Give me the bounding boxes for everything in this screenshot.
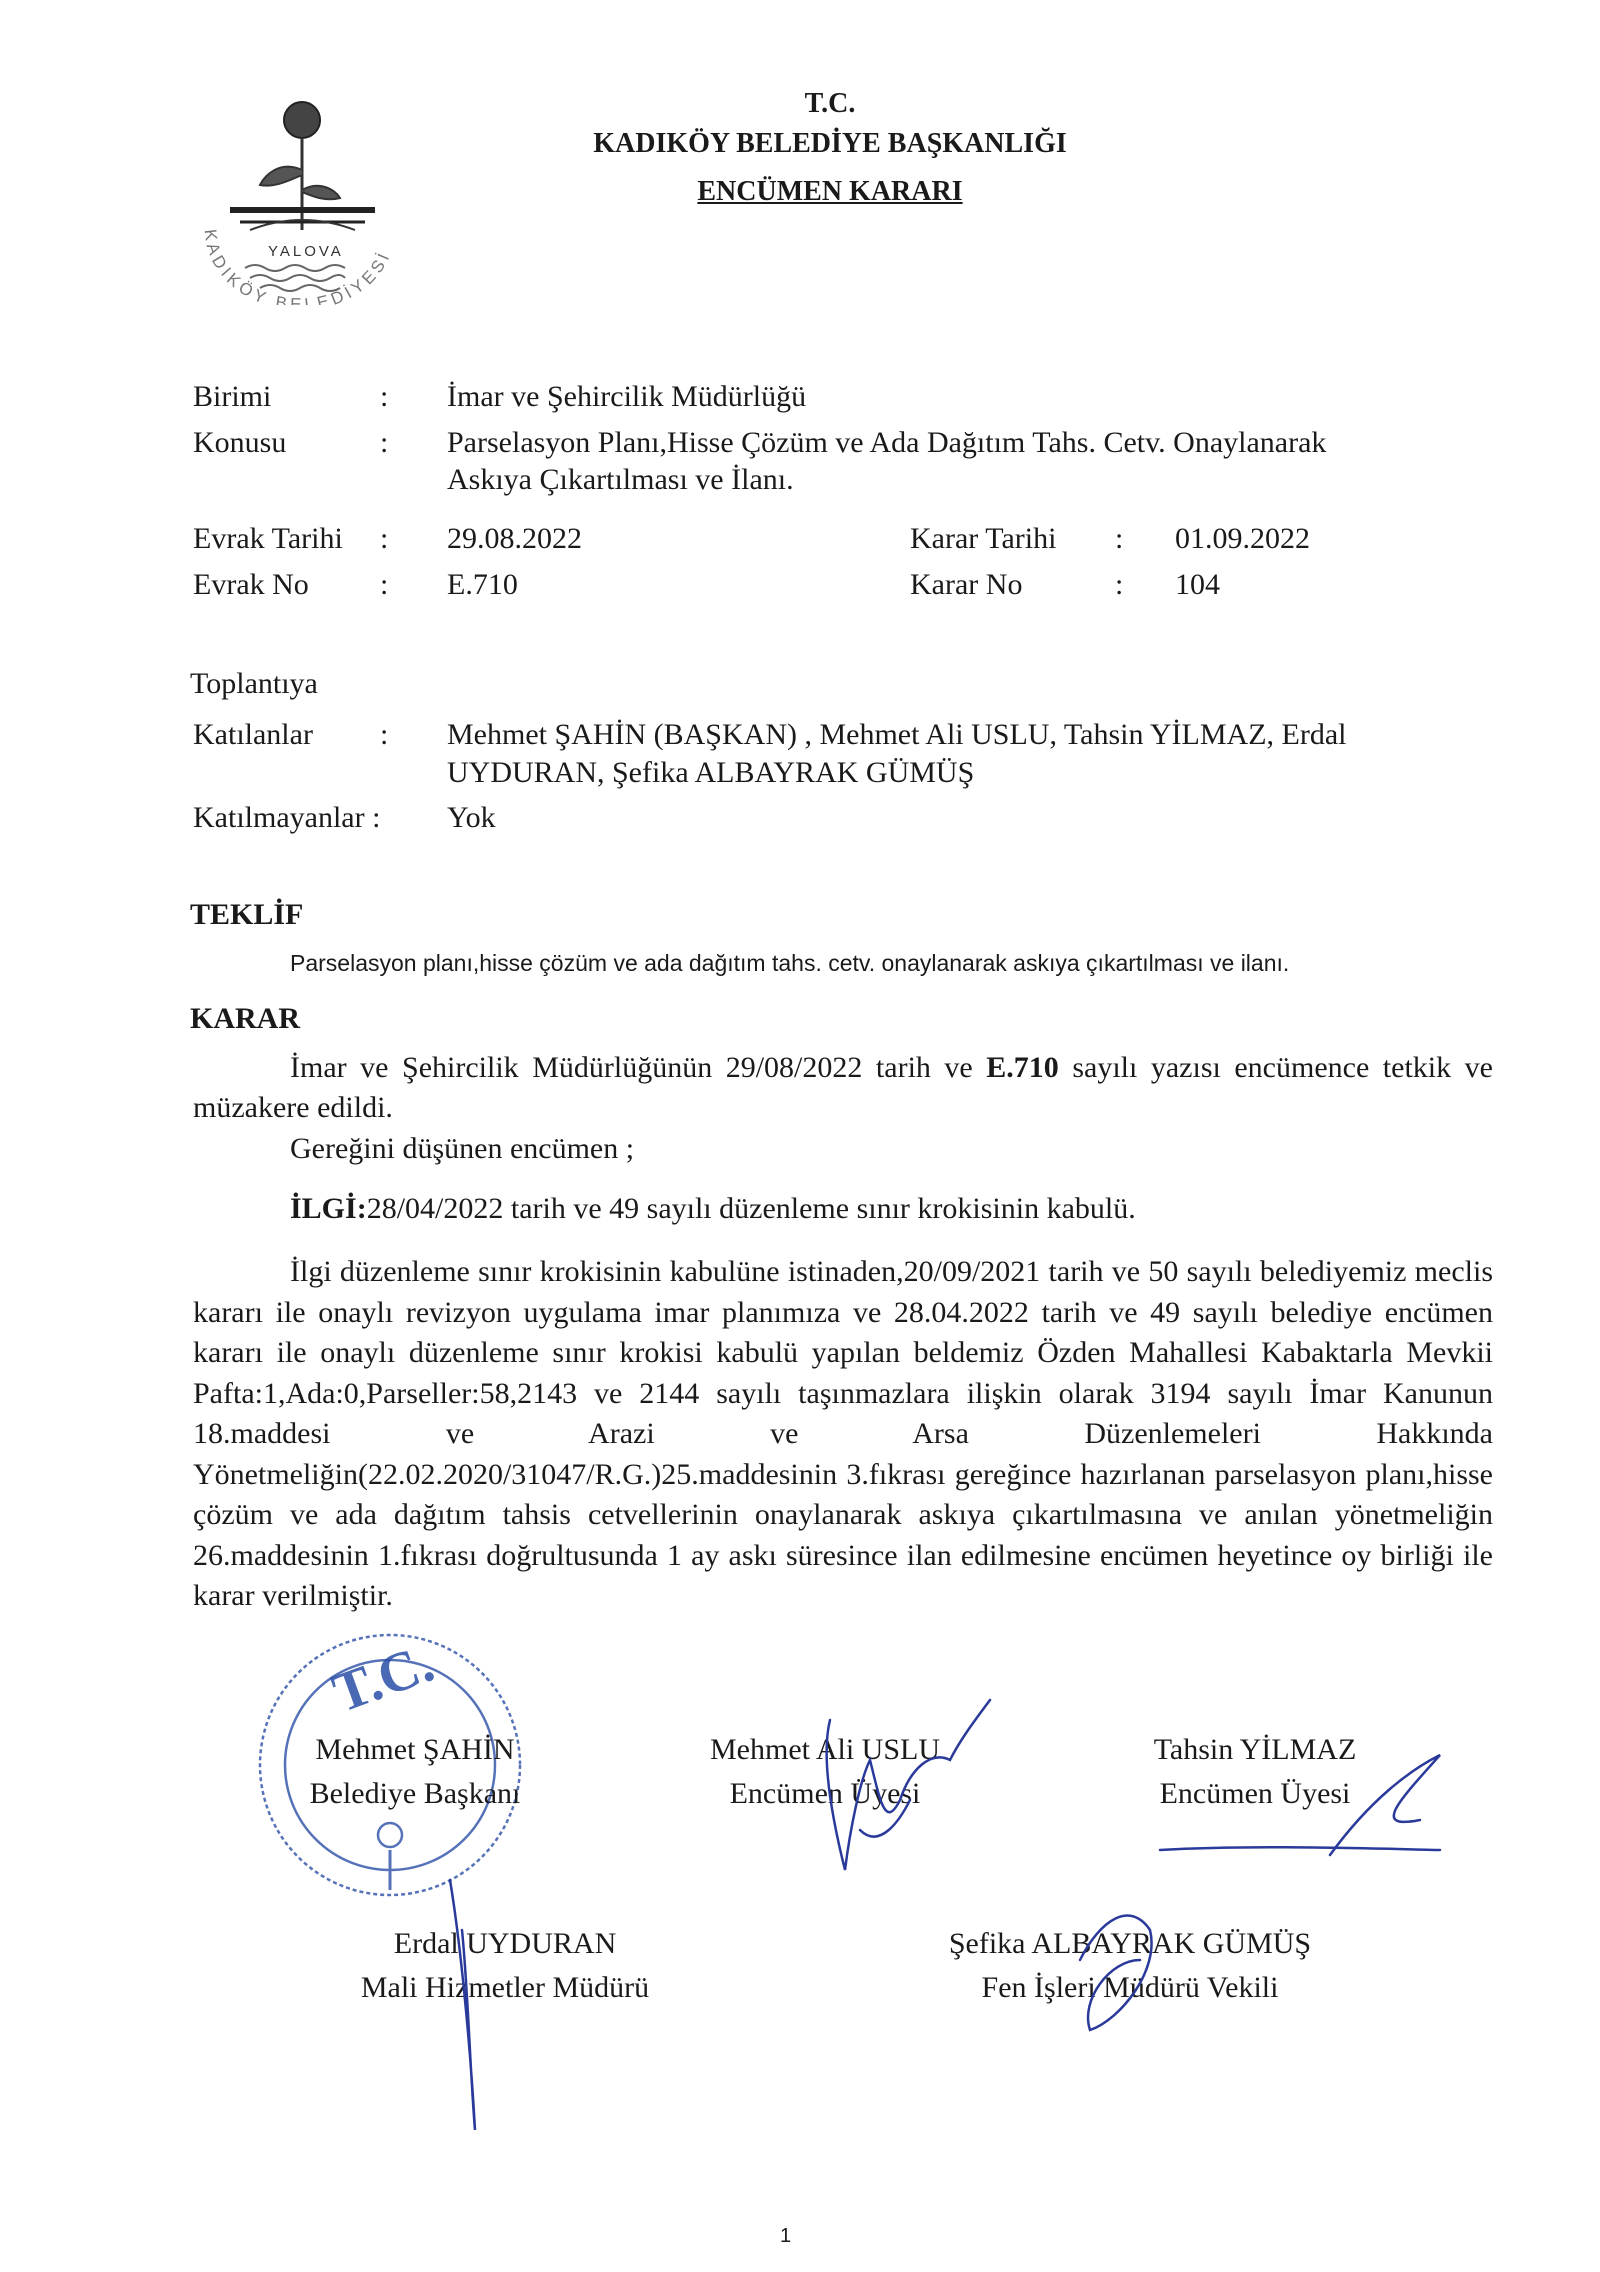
ilgi-line bbox=[290, 1192, 1136, 1226]
signatory-name: Mehmet ŞAHİN bbox=[315, 1733, 515, 1766]
colon: : bbox=[380, 426, 389, 459]
signature-block-sefika-albayrak-gumus bbox=[920, 1922, 1340, 2010]
page-number: 1 bbox=[780, 2225, 792, 2247]
colon: : bbox=[380, 568, 389, 601]
karar-heading: KARAR bbox=[190, 1002, 300, 1035]
header-org: KADIKÖY BELEDİYE BAŞKANLIĞI bbox=[593, 128, 1067, 159]
konusu-label: Konusu bbox=[193, 426, 287, 459]
karar-p1-a: İmar ve Şehircilik Müdürlüğünün 29/08/2022 tarih ve bbox=[290, 1051, 987, 1084]
katilanlar-label: Katılanlar bbox=[193, 718, 313, 751]
evrak-no-value: E.710 bbox=[447, 568, 518, 601]
birimi-label: Birimi bbox=[193, 380, 272, 413]
evrak-tarihi-value: 29.08.2022 bbox=[447, 522, 582, 555]
karar-p1-bold: E.710 bbox=[986, 1051, 1059, 1084]
ilgi-text: 28/04/2022 tarih ve 49 sayılı düzenleme sınır krokisinin kabulü. bbox=[366, 1192, 1136, 1225]
signature-block-mehmet-sahin bbox=[270, 1728, 560, 1816]
signatory-name: Şefika ALBAYRAK GÜMÜŞ bbox=[948, 1927, 1312, 1960]
karar-no-label: Karar No bbox=[910, 568, 1023, 601]
logo-ring-text: KADIKÖY BELEDİYESİ bbox=[200, 228, 395, 305]
konusu-line2: Askıya Çıkartılması ve İlanı. bbox=[447, 463, 794, 496]
logo-text-top: YALOVA bbox=[268, 243, 344, 260]
karar-p1-b: sayılı yazısı encümence tetkik ve müzakere edildi. bbox=[193, 1051, 1493, 1124]
ilgi-label: İLGİ: bbox=[290, 1192, 367, 1225]
evrak-no-label: Evrak No bbox=[193, 568, 309, 601]
signatory-title: Mali Hizmetler Müdürü bbox=[360, 1971, 650, 2004]
signatory-name: Erdal UYDURAN bbox=[393, 1927, 617, 1960]
signature-block-erdal-uyduran bbox=[330, 1922, 680, 2010]
meeting-heading: Toplantıya bbox=[190, 667, 318, 700]
colon: : bbox=[380, 380, 389, 413]
karar-tarihi-value: 01.09.2022 bbox=[1175, 522, 1310, 555]
katilanlar-line2: UYDURAN, Şefika ALBAYRAK GÜMÜŞ bbox=[447, 756, 975, 789]
signatory-title: Fen İşleri Müdürü Vekili bbox=[981, 1971, 1279, 2004]
seal-text: T.C. bbox=[324, 1631, 442, 1725]
signature-block-tahsin-yilmaz bbox=[1110, 1728, 1400, 1816]
katilmayanlar-label: Katılmayanlar : bbox=[193, 801, 381, 834]
signatory-title: Belediye Başkanı bbox=[309, 1777, 521, 1810]
signatory-title: Encümen Üyesi bbox=[729, 1777, 921, 1810]
colon: : bbox=[380, 522, 389, 555]
katilanlar-line1: Mehmet ŞAHİN (BAŞKAN) , Mehmet Ali USLU, Tahsin YİLMAZ, Erdal bbox=[447, 718, 1347, 751]
municipality-logo bbox=[190, 80, 410, 305]
teklif-text: Parselasyon planı,hisse çözüm ve ada dağıtım tahs. cetv. onaylanarak askıya çıkartılması ve ilanı. bbox=[290, 950, 1290, 976]
konusu-line1: Parselasyon Planı,Hisse Çözüm ve Ada Dağıtım Tahs. Cetv. Onaylanarak bbox=[447, 426, 1327, 459]
katilmayanlar-value: Yok bbox=[447, 801, 496, 834]
birimi-value: İmar ve Şehircilik Müdürlüğü bbox=[447, 380, 807, 413]
teklif-heading: TEKLİF bbox=[190, 898, 304, 931]
karar-paragraph-3: İlgi düzenleme sınır krokisinin kabulüne istinaden,20/09/2021 tarih ve 50 sayılı belediyemiz meclis kararı ile onaylı revizyon uygulama imar planımıza ve 28.04.2022 tarih ve 49 sayılı belediye encümen kararı ile onaylı düzenleme sınır krokisi kabulü yapılan beldemiz Özden Mahallesi Kabaktarla Mevkii Pafta:1,Ada:0,Parseller:58,2143 ve 2144 sayılı taşınmazlara ilişkin olarak 3194 sayılı İmar Kanunun 18.maddesi ve Arazi ve Arsa Düzenlemeleri Hakkında Yönetmeliğin(22.02.2020/31047/R.G.)25.maddesinin 3.fıkrası gereğince hazırlanan parselasyon planı,hisse çözüm ve ada dağıtım tahsis cetvellerinin onaylanarak askıya çıkartılmasına ve anılan yönetmeliğin 26.maddesinin 1.fıkrası doğrultusunda 1 ay askı süresince ilan edilmesine encümen heyetince oy birliği ile karar verilmiştir. bbox=[193, 1255, 1493, 1612]
document-title: ENCÜMEN KARARI bbox=[697, 176, 963, 207]
evrak-tarihi-label: Evrak Tarihi bbox=[193, 522, 343, 555]
signatory-name: Mehmet Ali USLU bbox=[710, 1733, 940, 1766]
colon: : bbox=[1115, 522, 1124, 555]
signatory-title: Encümen Üyesi bbox=[1159, 1777, 1351, 1810]
karar-tarihi-label: Karar Tarihi bbox=[910, 522, 1057, 555]
svg-text:KADIKÖY BELEDİYESİ bbox=[201, 228, 395, 305]
signatory-name: Tahsin YİLMAZ bbox=[1153, 1733, 1357, 1766]
colon: : bbox=[1115, 568, 1124, 601]
karar-no-value: 104 bbox=[1175, 568, 1220, 601]
karar-paragraph-2: Gereğini düşünen encümen ; bbox=[290, 1132, 635, 1165]
header-tc: T.C. bbox=[804, 88, 856, 119]
karar-paragraph-1 bbox=[193, 1048, 1493, 1128]
signature-block-mehmet-ali-uslu bbox=[680, 1728, 970, 1816]
colon: : bbox=[380, 718, 389, 751]
